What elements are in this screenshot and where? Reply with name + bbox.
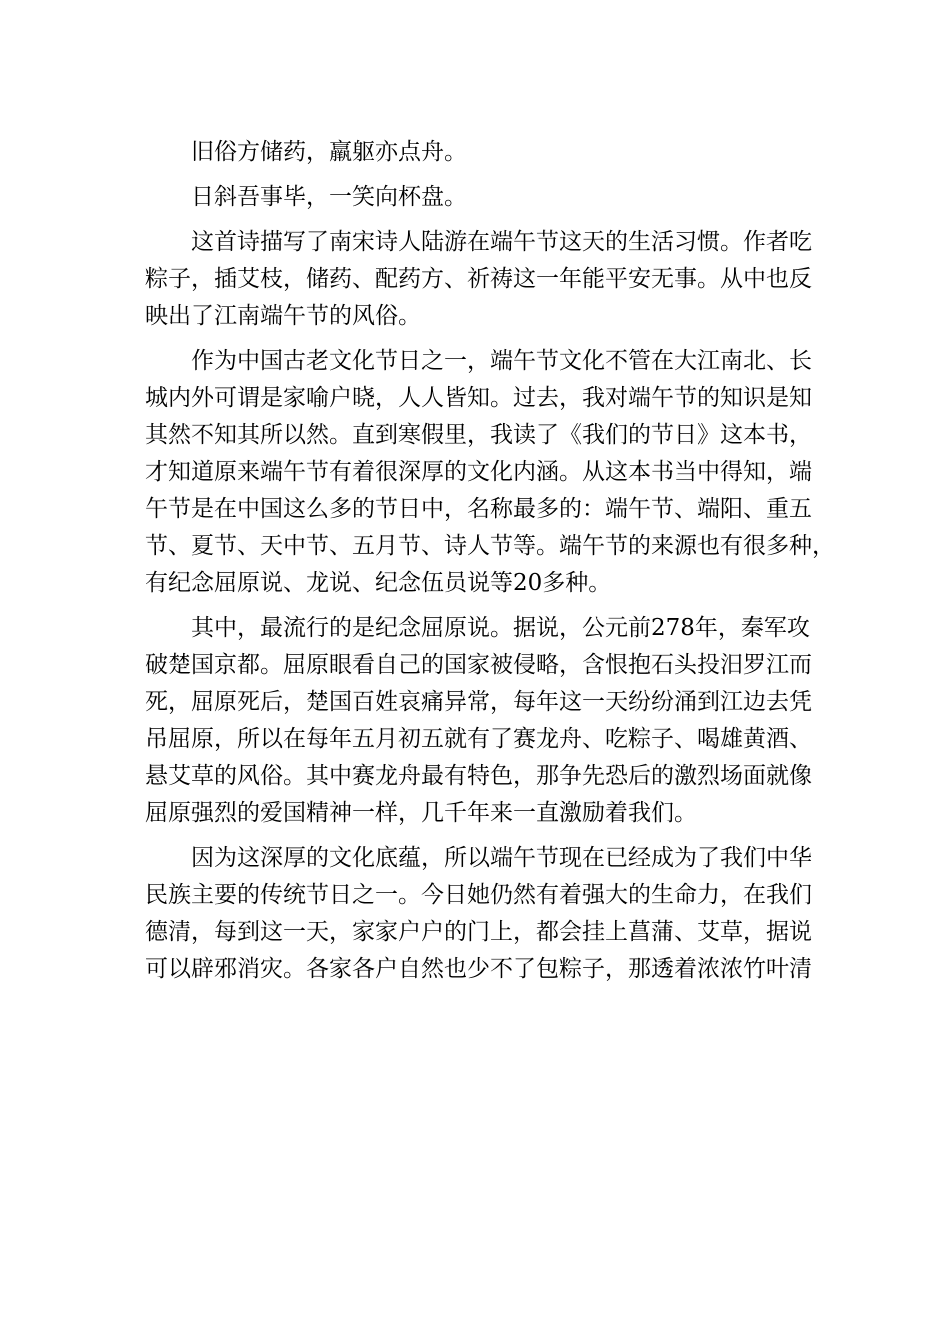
text-line: 死，屈原死后，楚国百姓哀痛异常，每年这一天纷纷涌到江边去凭 xyxy=(145,689,812,715)
paragraph-poem-description xyxy=(145,224,810,335)
text-line: 节、夏节、天中节、五月节、诗人节等。端午节的来源也有很多种， xyxy=(145,533,835,559)
text-line: 这首诗描写了南宋诗人陆游在端午节这天的生活习惯。作者吃 xyxy=(191,229,812,255)
text-line: 可以辟邪消灾。各家各户自然也少不了包粽子，那透着浓浓竹叶清 xyxy=(145,956,812,982)
poem-line-2 xyxy=(145,179,810,216)
text-line: 其然不知其所以然。直到寒假里，我读了《我们的节日》这本书， xyxy=(145,422,812,448)
text-line: 吊屈原，所以在每年五月初五就有了赛龙舟、吃粽子、喝雄黄酒、 xyxy=(145,726,812,752)
text-line: 城内外可谓是家喻户晓，人人皆知。过去，我对端午节的知识是知 xyxy=(145,385,812,411)
text-line: 德清，每到这一天，家家户户的门上，都会挂上菖蒲、艾草，据说 xyxy=(145,919,812,945)
paragraph-qu-yuan xyxy=(145,610,810,832)
text-line: 民族主要的传统节日之一。今日她仍然有着强大的生命力，在我们 xyxy=(145,882,812,908)
text-line: 作为中国古老文化节日之一，端午节文化不管在大江南北、长 xyxy=(191,348,812,374)
paragraph-festival-culture xyxy=(145,343,835,602)
poem-line-1 xyxy=(145,134,810,171)
text-line: 其中，最流行的是纪念屈原说。据说，公元前278年，秦军攻 xyxy=(191,615,810,641)
text-line: 因为这深厚的文化底蕴，所以端午节现在已经成为了我们中华 xyxy=(191,845,812,871)
text-line: 才知道原来端午节有着很深厚的文化内涵。从这本书当中得知，端 xyxy=(145,459,812,485)
paragraph-tradition-today xyxy=(145,840,810,988)
text-line: 日斜吾事毕，一笑向杯盘。 xyxy=(191,184,467,210)
text-line: 映出了江南端午节的风俗。 xyxy=(145,303,421,329)
text-line: 午节是在中国这么多的节日中，名称最多的：端午节、端阳、重五 xyxy=(145,496,812,522)
text-line: 粽子，插艾枝，储药、配药方、祈祷这一年能平安无事。从中也反 xyxy=(145,266,812,292)
document-body xyxy=(145,134,835,996)
text-line: 有纪念屈原说、龙说、纪念伍员说等20多种。 xyxy=(145,570,612,596)
text-line: 悬艾草的风俗。其中赛龙舟最有特色，那争先恐后的激烈场面就像 xyxy=(145,763,812,789)
text-line: 屈原强烈的爱国精神一样，几千年来一直激励着我们。 xyxy=(145,800,697,826)
text-line: 旧俗方储药，羸躯亦点舟。 xyxy=(191,139,467,165)
text-line: 破楚国京都。屈原眼看自己的国家被侵略，含恨抱石头投汨罗江而 xyxy=(145,652,812,678)
